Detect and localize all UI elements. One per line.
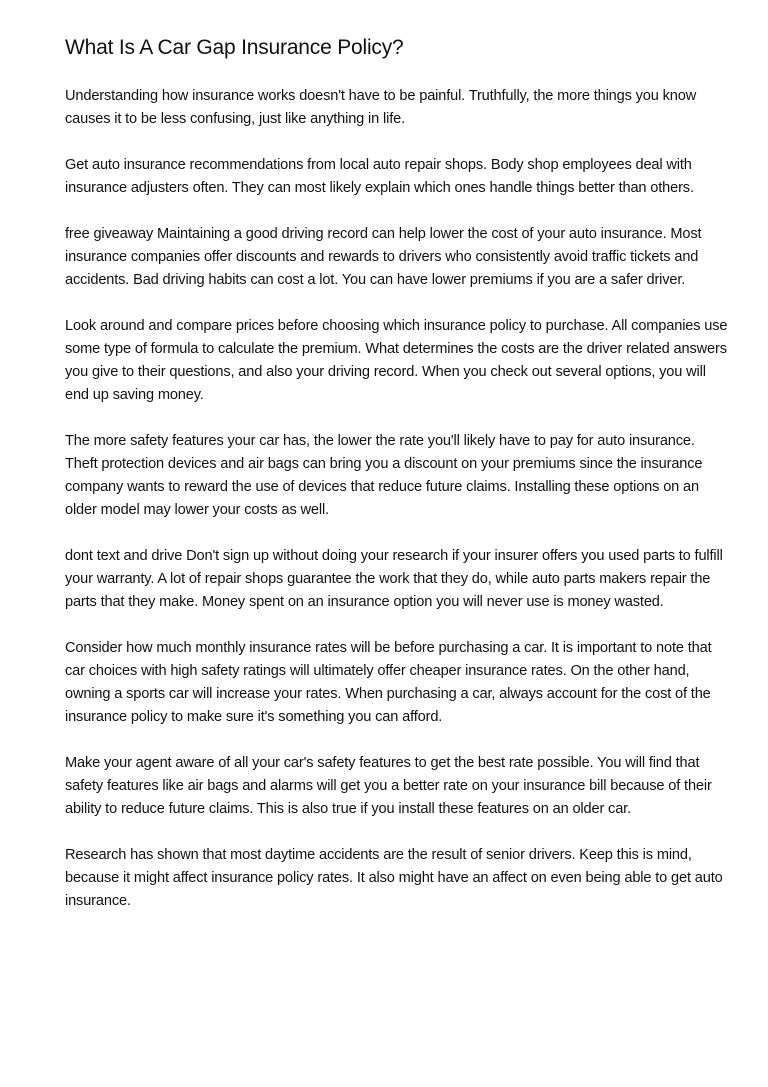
paragraph-9: Research has shown that most daytime accidents are the result of senior drivers. Keep this is mind, because it might affect insurance policy rates. It also might have an affect on even being able to get auto insurance. <box>65 847 723 909</box>
paragraph-4: Look around and compare prices before choosing which insurance policy to purchase. All companies use some type of formula to calculate the premium. What determines the costs are the driver related answers you give to their questions, and also your driving record. When you check out several options, you will end up saving money. <box>65 318 728 403</box>
paragraph-2: Get auto insurance recommendations from local auto repair shops. Body shop employees deal with insurance adjusters often. They can most likely explain which ones handle things better than others. <box>65 157 694 196</box>
document-title: What Is A Car Gap Insurance Policy? <box>65 36 404 59</box>
paragraph-8: Make your agent aware of all your car's safety features to get the best rate possible. You will find that safety features like air bags and alarms will get you a better rate on your insurance bill because of their ability to reduce future claims. This is also true if you install these features on an older car. <box>65 755 712 817</box>
paragraph-6: dont text and drive Don't sign up without doing your research if your insurer offers you used parts to fulfill your warranty. A lot of repair shops guarantee the work that they do, while auto parts makers repair the parts that they make. Money spent on an insurance option you will never use is money wasted. <box>65 548 723 610</box>
paragraph-7: Consider how much monthly insurance rates will be before purchasing a car. It is important to note that car choices with high safety ratings will ultimately offer cheaper insurance rates. On the other hand, owning a sports car will increase your rates. When purchasing a car, always account for the cost of the insurance policy to make sure it's something you can afford. <box>65 640 712 725</box>
paragraph-1: Understanding how insurance works doesn't have to be painful. Truthfully, the more things you know causes it to be less confusing, just like anything in life. <box>65 88 697 127</box>
paragraph-5: The more safety features your car has, the lower the rate you'll likely have to pay for auto insurance. Theft protection devices and air bags can bring you a discount on your premiums since the insurance company wants to reward the use of devices that reduce future claims. Installing these options on an older model may lower your costs as well. <box>65 433 703 518</box>
paragraph-3: free giveaway Maintaining a good driving record can help lower the cost of your auto insurance. Most insurance companies offer discounts and rewards to drivers who consistently avoid traffic tickets and accidents. Bad driving habits can cost a lot. You can have lower premiums if you are a safer driver. <box>65 226 702 288</box>
